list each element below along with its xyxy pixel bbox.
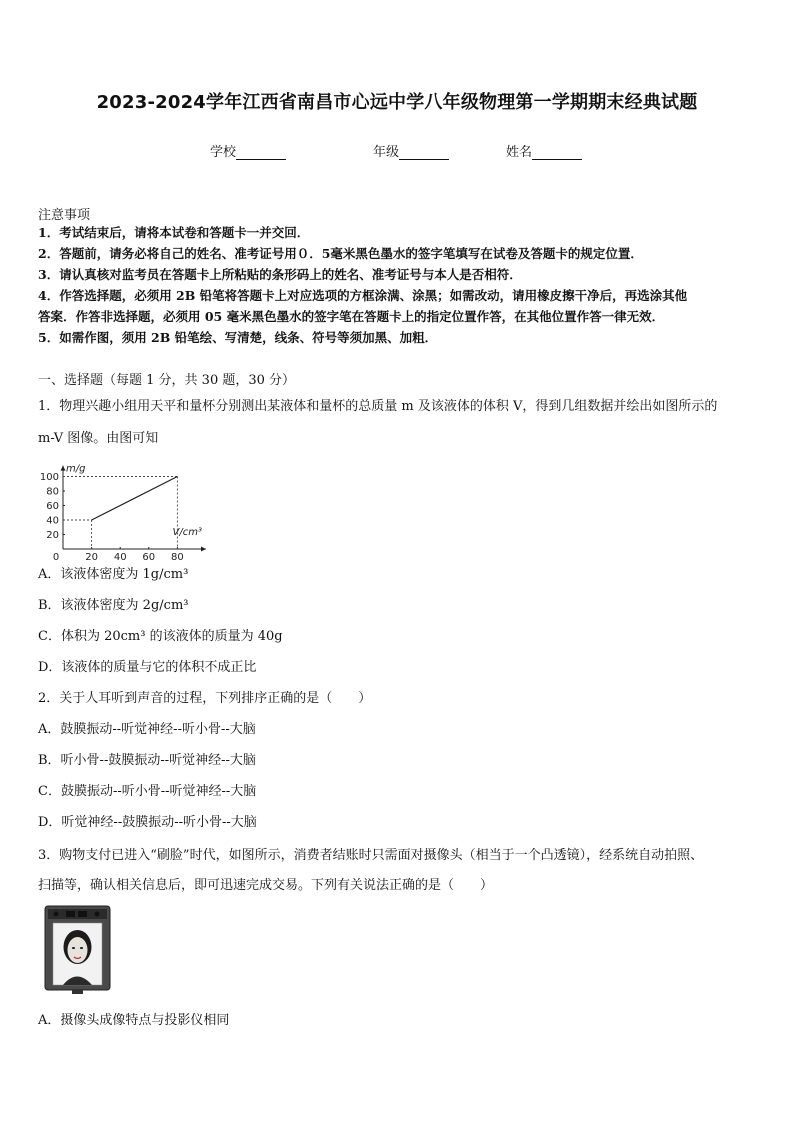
q1-stem-line2: m-V 图像。由图可知 <box>38 431 159 446</box>
x-axis-label: V/cm³ <box>172 527 202 538</box>
q3-stem-line2: 扫描等，确认相关信息后，即可迅速完成交易。下列有关说法正确的是（ ） <box>38 878 494 893</box>
school-label: 学校 <box>210 145 237 160</box>
x-axis-arrow <box>201 547 206 552</box>
q3-stem-line1: 3．购物支付已进入“刷脸”时代，如图所示，消费者结账时只需面对摄像头（相当于一个凸透镜），经系统自动拍照、 <box>38 848 704 863</box>
q2-option-b[interactable]: B．听小骨--鼓膜振动--听觉神经--大脑 <box>38 753 256 768</box>
grade-label: 年级 <box>373 145 400 160</box>
name-blank[interactable] <box>532 145 582 160</box>
q1-option-d[interactable]: D．该液体的质量与它的体积不成正比 <box>38 660 257 675</box>
q1-stem-line1: 1．物理兴趣小组用天平和量杯分别测出某液体和量杯的总质量 m 及该液体的体积 V，得到几组数据并绘出如图所示的 <box>38 399 718 414</box>
q1-option-c[interactable]: C．体积为 20cm³ 的该液体的质量为 40g <box>38 629 283 644</box>
school-blank[interactable] <box>236 145 286 160</box>
section-heading: 一、选择题（每题 1 分，共 30 题，30 分） <box>38 373 296 388</box>
note-item: 3．请认真核对监考员在答题卡上所粘贴的条形码上的姓名、准考证号与本人是否相符． <box>38 267 522 282</box>
q1-option-a[interactable]: A．该液体密度为 1g/cm³ <box>38 567 189 582</box>
q1-option-b[interactable]: B．该液体密度为 2g/cm³ <box>38 598 189 613</box>
grade-blank[interactable] <box>399 145 449 160</box>
name-field[interactable] <box>506 141 582 160</box>
x-tick-label: 60 <box>142 552 156 563</box>
note-item: 5．如需作图，须用 2B 铅笔绘、写清楚，线条、符号等须加黑、加粗． <box>38 330 438 345</box>
camera-lens-icon <box>66 911 75 917</box>
q2-stem: 2．关于人耳听到声音的过程，下列排序正确的是（ ） <box>38 691 372 706</box>
x-tick-label: 0 <box>52 552 60 563</box>
y-tick-label: 80 <box>46 486 59 498</box>
note-item: 1．考试结束后，请将本试卷和答题卡一并交回． <box>38 225 310 240</box>
note-item: 2．答题前，请务必将自己的姓名、准考证号用０．5毫米黑色墨水的签字笔填写在试卷及答题卡的规定位置． <box>38 246 643 261</box>
note-item: 答案．作答非选择题，必须用 05 毫米黑色墨水的签字笔在答题卡上的指定位置作答，在其他位置作答一律无效． <box>38 309 665 324</box>
page-title: 2023-2024学年江西省南昌市心远中学八年级物理第一学期期末经典试题 <box>96 92 698 113</box>
school-field[interactable] <box>210 141 286 160</box>
name-label: 姓名 <box>506 145 533 160</box>
y-axis-label: m/g <box>66 463 86 475</box>
y-tick-label: 60 <box>46 501 59 512</box>
face-pay-device-image <box>44 905 111 995</box>
q2-option-a[interactable]: A．鼓膜振动--听觉神经--听小骨--大脑 <box>38 722 256 737</box>
notes-heading: 注意事项 <box>38 208 91 223</box>
x-tick-label: 40 <box>113 552 127 563</box>
x-tick-label: 20 <box>85 552 98 563</box>
data-line <box>92 477 178 521</box>
y-tick-label: 100 <box>39 472 59 483</box>
y-tick-label: 40 <box>46 515 59 527</box>
mv-graph <box>36 450 202 563</box>
y-tick-label: 20 <box>46 530 59 541</box>
sensor-icon <box>54 912 59 917</box>
grade-field[interactable] <box>373 141 449 160</box>
q2-option-c[interactable]: C．鼓膜振动--听小骨--听觉神经--大脑 <box>38 784 257 799</box>
q3-option-a[interactable]: A．摄像头成像特点与投影仪相同 <box>38 1013 230 1028</box>
q2-option-d[interactable]: D．听觉神经--鼓膜振动--听小骨--大脑 <box>38 815 257 830</box>
x-tick-label: 80 <box>171 552 184 563</box>
note-item: 4．作答选择题，必须用 2B 铅笔将答题卡上对应选项的方框涂满、涂黑；如需改动，请用橡皮擦干净后，再选涂其他 <box>38 288 688 303</box>
y-axis-arrow <box>61 466 66 471</box>
